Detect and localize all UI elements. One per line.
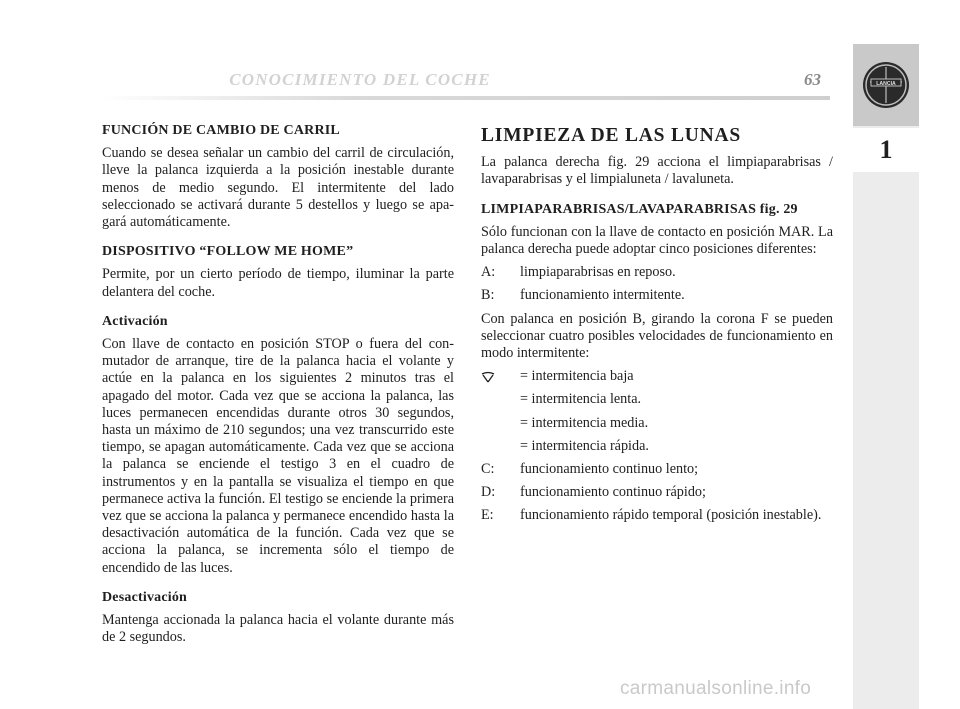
list-text: limpiaparabrisas en reposo. xyxy=(520,264,676,281)
heading-wiper: LIMPIAPARABRISAS/LAVAPARABRISAS fig. 29 xyxy=(481,201,798,217)
list-item xyxy=(481,287,833,304)
speed-item xyxy=(481,415,833,432)
chapter-number: 1 xyxy=(879,135,893,164)
chapter-tab xyxy=(853,128,919,172)
paragraph-positions: Sólo funcionan con la llave de contacto en posición MAR. La palanca derecha puede adoptar cinco posiciones diferentes: xyxy=(481,223,833,258)
running-title: CONOCIMIENTO DEL COCHE xyxy=(229,70,491,89)
list-text: funcionamiento continuo rápido; xyxy=(520,484,706,501)
page-number: 63 xyxy=(804,70,821,89)
paragraph-follow-me-home: Permite, por un cierto período de tiempo, iluminar la parte delantera del coche. xyxy=(102,266,454,300)
wiper-icon xyxy=(481,371,495,383)
heading-follow-me-home: DISPOSITIVO “FOLLOW ME HOME” xyxy=(102,244,354,260)
list-key: E: xyxy=(481,507,494,524)
section-title: LIMPIEZA DE LAS LUNAS xyxy=(481,125,742,146)
speed-text: = intermitencia media. xyxy=(520,414,649,431)
speed-text: = intermitencia rápida. xyxy=(520,437,649,454)
list-text: funcionamiento continuo lento; xyxy=(520,461,699,478)
paragraph-lane-change: Cuando se desea señalar un cambio del carril de circulación, lleve la palanca izquierda a la posición inestable durante menos de medio segundo. El intermitente del lado seleccionado se activará durante 5 destellos y luego se apagará automáticamente. xyxy=(102,145,454,231)
list-item xyxy=(481,484,833,501)
list-key: D: xyxy=(481,484,496,501)
svg-text:LANCIA: LANCIA xyxy=(876,81,896,87)
paragraph-intermittent: Con palanca en posición B, girando la corona F se pueden seleccionar cuatro posibles velocidades de funcionamiento en modo intermitente: xyxy=(481,310,833,362)
list-item xyxy=(481,264,833,281)
list-item xyxy=(481,461,833,478)
list-text: funcionamiento rápido temporal (posición inestable). xyxy=(520,507,822,524)
list-key: C: xyxy=(481,461,495,478)
right-column xyxy=(481,122,833,525)
lancia-logo-icon xyxy=(861,60,911,110)
heading-lane-change: FUNCIÓN DE CAMBIO DE CARRIL xyxy=(102,123,340,138)
paragraph-activation: Con llave de contacto en posición STOP o fuera del conmutador de arranque, tire de la palanca hacia el volante y actúe en la palanca en los siguientes 2 minutos tras el apagado del motor. Cada vez que se acciona la palanca, las luces permanecen encendidas durante otros 30 segundos, hasta un máximo de 210 segundos; una vez transcurrido este tiempo, se apagan automáticamente. Cada vez que se acciona la palanca se enciende el testigo 3 en el cuadro de instrumentos y en la pantalla se visualiza el tiempo en que permanece activa la función. El testigo se enciende la primera vez que se acciona la palanca y permanece encendido hasta la desactivación automática de la función. Cada vez que se acciona la palanca, se incrementa sólo el tiempo de encendido de las luces. xyxy=(102,336,454,576)
list-key: B: xyxy=(481,287,495,304)
header-rule xyxy=(100,96,830,100)
left-column xyxy=(102,122,454,646)
logo-box xyxy=(853,44,919,126)
speed-text: = intermitencia lenta. xyxy=(520,391,642,408)
wiper-icon-cell xyxy=(481,368,520,385)
speed-item xyxy=(481,368,833,385)
list-text: funcionamiento intermitente. xyxy=(520,287,685,304)
heading-activation: Activación xyxy=(102,313,168,329)
list-item xyxy=(481,507,833,524)
list-key: A: xyxy=(481,264,496,281)
paragraph-intro: La palanca derecha fig. 29 acciona el limpiaparabrisas / lavaparabrisas y el limpialuneta / lavaluneta. xyxy=(481,154,833,188)
watermark: carmanualsonline.info xyxy=(620,678,812,699)
speed-item xyxy=(481,391,833,408)
speed-text: = intermitencia baja xyxy=(520,368,634,385)
paragraph-deactivation: Mantenga accionada la palanca hacia el volante durante más de 2 segundos. xyxy=(102,612,454,646)
heading-deactivation: Desactivación xyxy=(102,589,188,605)
speed-item xyxy=(481,438,833,455)
